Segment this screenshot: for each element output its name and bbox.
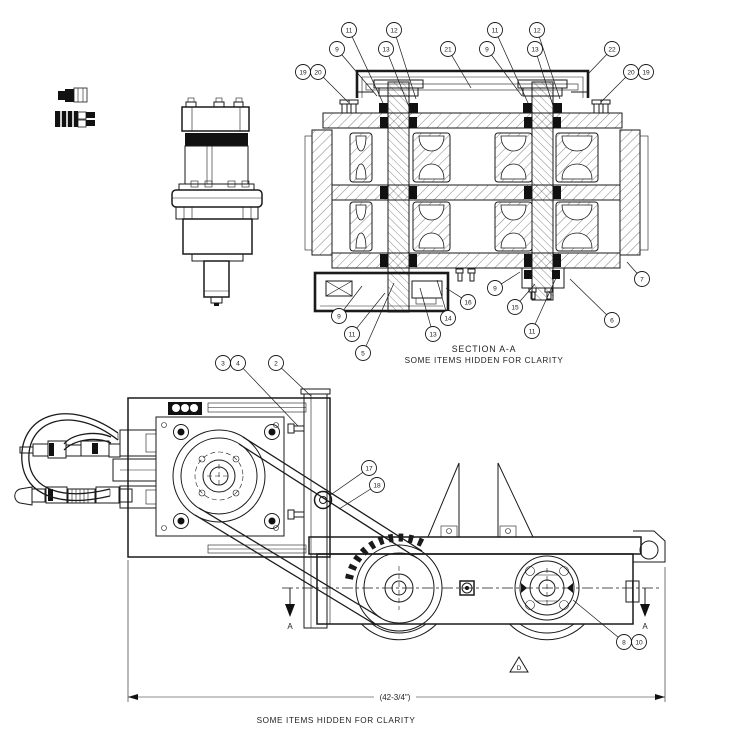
section-arrow-label: A (287, 622, 293, 631)
hydraulic-motor-view (172, 98, 262, 306)
balloon-number: 12 (533, 27, 541, 35)
drive-bracket (315, 273, 448, 311)
balloon-19 (639, 65, 654, 80)
hydraulic-hoses (15, 414, 156, 508)
motor-mount-plate (128, 398, 330, 557)
balloon-number: 9 (485, 46, 489, 54)
section-arrow-label: A (642, 622, 648, 631)
balloon-18 (339, 478, 385, 510)
balloon-number: 9 (335, 46, 339, 54)
balloon-number: 11 (345, 27, 353, 35)
balloon-2 (269, 356, 312, 397)
dimension-label: (42-3/4") (379, 693, 411, 702)
balloon-number: 13 (531, 46, 539, 54)
balloon-number: 9 (337, 313, 341, 321)
balloon-number: 11 (491, 27, 499, 35)
balloon-number: 11 (348, 331, 356, 339)
balloon-number: 3 (221, 360, 225, 368)
section-subtitle: SOME ITEMS HIDDEN FOR CLARITY (404, 356, 564, 365)
balloon-number: 13 (429, 331, 437, 339)
balloon-22 (589, 42, 620, 74)
plan-view (15, 356, 665, 726)
balloon-number: 12 (390, 27, 398, 35)
right-wall (620, 130, 640, 255)
balloon-number: 9 (493, 285, 497, 293)
balloon-number: 21 (444, 46, 452, 54)
flag-note-label: D (516, 665, 522, 672)
balloon-9 (330, 42, 378, 97)
balloon-13 (420, 288, 441, 342)
flag-note (510, 657, 528, 672)
balloon-21 (441, 42, 472, 89)
balloon-number: 19 (299, 69, 307, 77)
section-arrow-left (285, 588, 295, 631)
mid-plate (332, 185, 620, 200)
balloon-number: 15 (511, 304, 519, 312)
balloon-number: 20 (314, 69, 322, 77)
balloon-number: 13 (382, 46, 390, 54)
balloon-number: 20 (627, 69, 635, 77)
fitting-details (55, 88, 95, 127)
trolley-frame (309, 463, 665, 624)
balloon-3 (216, 356, 231, 371)
plan-note: SOME ITEMS HIDDEN FOR CLARITY (256, 716, 416, 725)
balloon-9 (332, 286, 363, 324)
balloon-6 (570, 279, 620, 328)
balloon-10 (632, 635, 647, 650)
section-view (296, 23, 654, 366)
section-arrow-right (640, 588, 650, 631)
balloon-number: 5 (361, 350, 365, 358)
plan-balloons (216, 356, 647, 650)
balloon-number: 22 (608, 46, 616, 54)
balloon-4 (231, 356, 299, 427)
balloon-20 (311, 65, 349, 103)
balloon-9 (480, 42, 523, 97)
balloon-number: 4 (236, 360, 240, 368)
left-shaft (388, 82, 409, 312)
balloon-number: 10 (635, 639, 643, 647)
balloon-number: 16 (464, 299, 472, 307)
balloon-number: 8 (622, 639, 626, 647)
balloon-number: 14 (444, 315, 452, 323)
balloon-20 (601, 65, 639, 103)
balloon-19 (296, 65, 311, 80)
right-shaft (532, 82, 553, 300)
balloon-7 (627, 262, 650, 287)
balloon-number: 11 (528, 328, 536, 336)
balloon-9 (488, 272, 521, 296)
top-plate (323, 113, 622, 128)
wheel-flanges (362, 624, 585, 640)
section-title: SECTION A-A (451, 344, 517, 354)
end-tab (633, 531, 665, 562)
balloon-14 (437, 280, 456, 326)
belt-idler (315, 492, 332, 509)
left-wall (312, 130, 332, 255)
balloon-17 (329, 461, 377, 497)
balloon-16 (446, 288, 476, 310)
balloon-number: 18 (373, 482, 381, 490)
balloon-number: 19 (642, 69, 650, 77)
balloon-number: 7 (640, 276, 644, 284)
balloon-11 (488, 23, 529, 104)
bottom-plate (332, 253, 620, 268)
balloon-number: 17 (365, 465, 373, 473)
drive-pulley (173, 430, 265, 522)
balloon-number: 6 (610, 317, 614, 325)
balloon-number: 2 (274, 360, 278, 368)
